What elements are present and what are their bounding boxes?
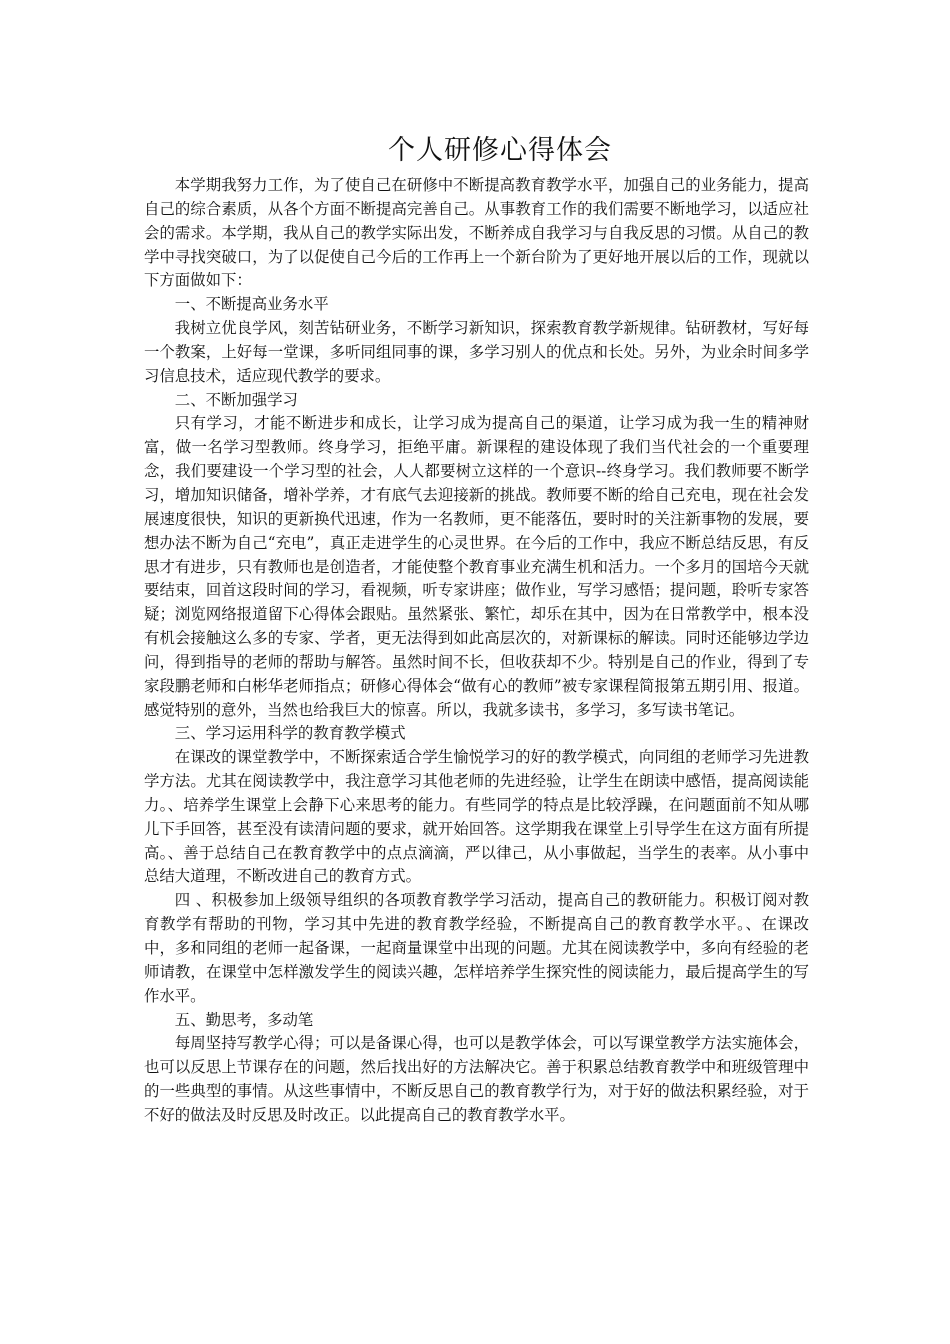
section-heading-2: 二、不断加强学习 (174, 390, 298, 409)
section-paragraph-1: 我树立优良学风，刻苦钻研业务，不断学习新知识，探索教育教学新规律。钻研教材，写好每一个教案，上好每一堂课，多听同组同事的课，多学习别人的优点和长处。另外，为业余时间多学习信息技术，适应现代教学的要求。 (144, 319, 809, 385)
document-body (144, 174, 809, 1128)
section-paragraph-2: 只有学习，才能不断进步和成长，让学习成为提高自己的渠道，让学习成为我一生的精神财富，做一名学习型教师。终身学习，拒绝平庸。新课程的建设体现了我们当代社会的一个重要理念，我们要建设一个学习型的社会，人人都要树立这样的一个意识--终身学习。我们教师要不断学习，增加知识储备，增补学养，才有底气去迎接新的挑战。教师要不断的给自己充电，现在社会发展速度很快，知识的更新换代迅速，作为一名教师，更不能落伍，要时时的关注新事物的发展，要想办法不断为自己“充电”，真正走进学生的心灵世界。在今后的工作中，我应不断总结反思，有反思才有进步，只有教师也是创造者，才能使整个教育事业充满生机和活力。一个多月的国培今天就要结束，回首这段时间的学习，看视频，听专家讲座；做作业，写学习感悟；提问题，聆听专家答疑；浏览网络报道留下心得体会跟贴。虽然紧张、繁忙，却乐在其中，因为在日常教学中，根本没有机会接触这么多的专家、学者，更无法得到如此高层次的，对新课标的解读。同时还能够边学边问，得到指导的老师的帮助与解答。虽然时间不长，但收获却不少。特别是自己的作业，得到了专家段鹏老师和白彬华老师指点；研修心得体会“做有心的教师”被专家课程简报第五期引用、报道。感觉特别的意外，当然也给我巨大的惊喜。所以，我就多读书，多学习，多写读书笔记。 (144, 414, 809, 719)
section-paragraph-4: 四 、积极参加上级领导组织的各项教育教学学习活动，提高自己的教研能力。积极订阅对教育教学有帮助的刊物，学习其中先进的教育教学经验，不断提高自己的教育教学水平。、在课改中，多和同组的老师一起备课，一起商量课堂中出现的问题。尤其在阅读教学中，多向有经验的老师请教，在课堂中怎样激发学生的阅读兴趣，怎样培养学生探究性的阅读能力，最后提高学生的写作水平。 (144, 891, 809, 1005)
section-paragraph-3: 在课改的课堂教学中，不断探索适合学生愉悦学习的好的教学模式，向同组的老师学习先进教学方法。尤其在阅读教学中，我注意学习其他老师的先进经验，让学生在朗读中感悟，提高阅读能力。、培养学生课堂上会静下心来思考的能力。有些同学的特点是比较浮躁，在问题面前不知从哪儿下手回答，甚至没有读清问题的要求，就开始回答。这学期我在课堂上引导学生在这方面有所提高。、善于总结自己在教育教学中的点点滴滴，严以律己，从小事做起，当学生的表率。从小事中总结大道理，不断改进自己的教育方式。 (144, 748, 809, 886)
section-paragraph-5: 每周坚持写教学心得；可以是备课心得，也可以是教学体会，可以写课堂教学方法实施体会，也可以反思上节课存在的问题，然后找出好的方法解决它。善于积累总结教育教学中和班级管理中的一些典型的事情。从这些事情中，不断反思自己的教育教学行为，对于好的做法积累经验，对于不好的做法及时反思及时改正。以此提高自己的教育教学水平。 (144, 1034, 809, 1124)
document-title: 个人研修心得体会 (388, 135, 612, 166)
section-heading-1: 一、不断提高业务水平 (174, 295, 329, 314)
intro-paragraph: 本学期我努力工作，为了使自己在研修中不断提高教育教学水平，加强自己的业务能力，提高自己的综合素质，从各个方面不断提高完善自己。从事教育工作的我们需要不断地学习，以适应社会的需求。本学期，我从自己的教学实际出发，不断养成自我学习与自我反思的习惯。从自己的教学中寻找突破口，为了以促使自己今后的工作再上一个新台阶为了更好地开展以后的工作，现就以下方面做如下： (144, 176, 809, 290)
section-heading-3: 三、学习运用科学的教育教学模式 (174, 724, 406, 743)
section-heading-5: 五、勤思考，多动笔 (174, 1010, 314, 1029)
